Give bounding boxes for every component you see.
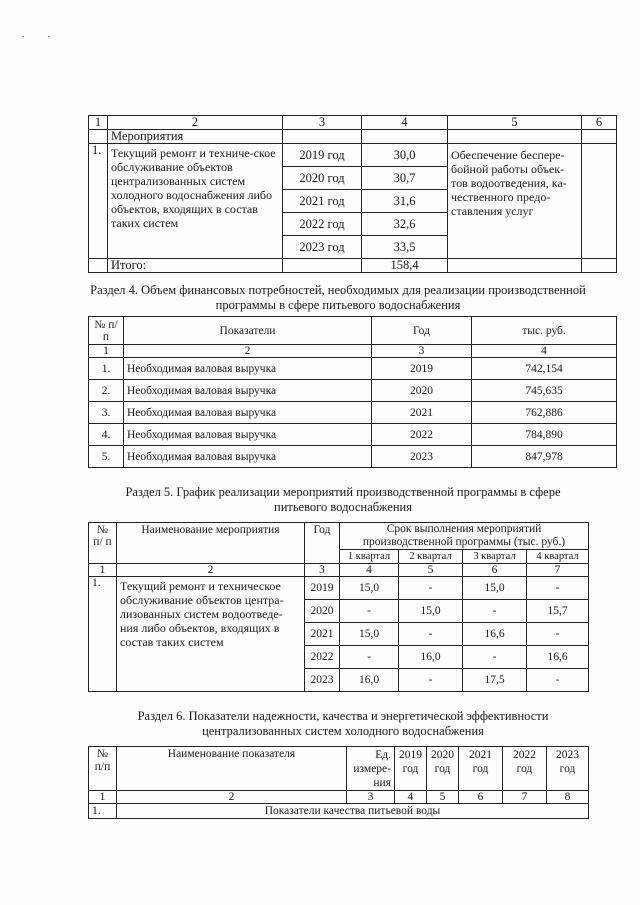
quarter-value: - [463,600,527,623]
quarter-value: 16,6 [527,646,589,669]
quarter-value: 16,0 [399,646,463,669]
col-number: 8 [547,791,589,804]
indicator-name: Необходимая валовая выручка [124,446,372,468]
year-cell: 2020 [372,380,472,402]
section4-title: Раздел 4. Объем финансовых потребностей, необходимых для реализации производственной программы в сфере питьевого водоснабжения [90,283,586,312]
section6-title: Раздел 6. Показатели надежности, качества и энергетической эффективности централизованных систем холодного водоснабжения [137,709,549,738]
year-cell: 2019 [372,358,472,380]
col-number: 3 [347,791,395,804]
activity-description: Текущий ремонт и техниче-ское обслуживание объектов централизованных систем холодного водоснабжения либо объектов, входящих в состав таких систем [108,144,283,259]
quarter-value: - [399,623,463,646]
col-number: 2 [124,345,372,358]
row-number: 4. [89,424,124,446]
quarter-value: - [399,577,463,600]
value-cell: 33,5 [362,236,448,259]
header-cell: Год [372,317,472,345]
quarter-value: - [399,669,463,692]
activities-table [88,115,617,273]
col-number: 4 [362,116,448,130]
year-cell: 2021 [372,402,472,424]
total-label: Итого: [108,259,283,273]
row-number: 2. [89,380,124,402]
total-value: 158,4 [362,259,448,273]
value-cell: 30,7 [362,167,448,190]
year-cell: 2022 год [283,213,362,236]
row-number: 1. [89,577,117,692]
header-cell: Ед. измере-ния [347,747,395,791]
quarter-value: - [527,669,589,692]
col-number: 4 [340,564,399,577]
value-cell: 30,0 [362,144,448,167]
col-number: 3 [305,564,340,577]
year-cell: 2020 год [283,167,362,190]
header-cell: тыс. руб. [472,317,617,345]
effect-description: Обеспечение беспере-бойной работы объек-тов водоотведения, ка-чественного предо-ставления услуг [448,144,582,259]
year-cell: 2022 [372,424,472,446]
quarter-value: - [340,600,399,623]
schedule-table [88,522,589,692]
financial-needs-table [88,316,617,468]
value-cell: 762,886 [472,402,617,424]
year-cell: 2023 [372,446,472,468]
activity-description: Текущий ремонт и техническое обслуживание объектов центра-лизованных систем водоотведе-ния либо объектов, входящих в состав таких систем [117,577,305,692]
col-number: 6 [459,791,503,804]
quarter-value: 15,0 [399,600,463,623]
quarter-value: - [463,646,527,669]
row-number: 1. [89,144,108,259]
year-header: 2023 год [547,747,589,791]
year-header: 2019 год [395,747,427,791]
header-cell: Показатели [124,317,372,345]
col-number: 4 [472,345,617,358]
col-number: 5 [399,564,463,577]
quarter-value: 15,0 [463,577,527,600]
header-cell: № п/п [89,317,124,345]
year-cell: 2020 [305,600,340,623]
col-number: 1 [89,564,117,577]
indicator-name: Необходимая валовая выручка [124,402,372,424]
quarter-value: 16,6 [463,623,527,646]
col-number: 4 [395,791,427,804]
col-number: 5 [448,116,582,130]
row-number: 1. [89,804,117,819]
year-header: 2021 год [459,747,503,791]
col-number: 3 [372,345,472,358]
value-cell: 745,635 [472,380,617,402]
year-cell: 2022 [305,646,340,669]
quarter-value: - [527,577,589,600]
quarter-header: 1 квартал [340,550,399,564]
year-cell: 2019 [305,577,340,600]
col-number: 5 [427,791,459,804]
header-cell: Срок выполнения мероприятий производственной программы (тыс. руб.) [340,523,589,550]
value-cell: 742,154 [472,358,617,380]
col-number: 7 [503,791,547,804]
quarter-value: 15,0 [340,623,399,646]
year-header: 2022 год [503,747,547,791]
subheader: Мероприятия [108,130,283,144]
year-cell: 2023 [305,669,340,692]
scan-speck [22,36,24,37]
year-cell: 2019 год [283,144,362,167]
quarter-header: 4 квартал [527,550,589,564]
year-cell: 2023 год [283,236,362,259]
year-cell: 2021 [305,623,340,646]
indicator-name: Необходимая валовая выручка [124,424,372,446]
quarter-value: 15,7 [527,600,589,623]
row-number: 1. [89,358,124,380]
value-cell: 32,6 [362,213,448,236]
quarter-value: 17,5 [463,669,527,692]
indicator-name: Необходимая валовая выручка [124,380,372,402]
quarter-value: - [340,646,399,669]
value-cell: 31,6 [362,190,448,213]
quarter-value: - [527,623,589,646]
col-number: 3 [283,116,362,130]
header-cell: Наименование показателя [117,747,347,791]
col-number: 1 [89,116,108,130]
header-cell: № п/п [89,747,117,791]
col-number: 2 [108,116,283,130]
header-cell: Наименование мероприятия [117,523,305,564]
quarter-value: 15,0 [340,577,399,600]
col-number: 1 [89,791,117,804]
col-number: 2 [117,791,347,804]
year-cell: 2021 год [283,190,362,213]
quarter-value: 16,0 [340,669,399,692]
scan-speck [48,36,50,37]
reliability-indicators-table [88,746,589,819]
col-number: 2 [117,564,305,577]
quarter-header: 3 квартал [463,550,527,564]
quarter-header: 2 квартал [399,550,463,564]
col-number: 1 [89,345,124,358]
header-cell: № п/ п [89,523,117,564]
value-cell: 784,890 [472,424,617,446]
section5-title: Раздел 5. График реализации мероприятий производственной программы в сфере питьевого водоснабжения [125,485,561,514]
col-number: 6 [463,564,527,577]
row-number: 5. [89,446,124,468]
value-cell: 847,978 [472,446,617,468]
indicator-name: Необходимая валовая выручка [124,358,372,380]
header-cell: Год [305,523,340,564]
col-number: 6 [582,116,617,130]
row-number: 3. [89,402,124,424]
group-label: Показатели качества питьевой воды [117,804,589,819]
year-header: 2020 год [427,747,459,791]
col-number: 7 [527,564,589,577]
